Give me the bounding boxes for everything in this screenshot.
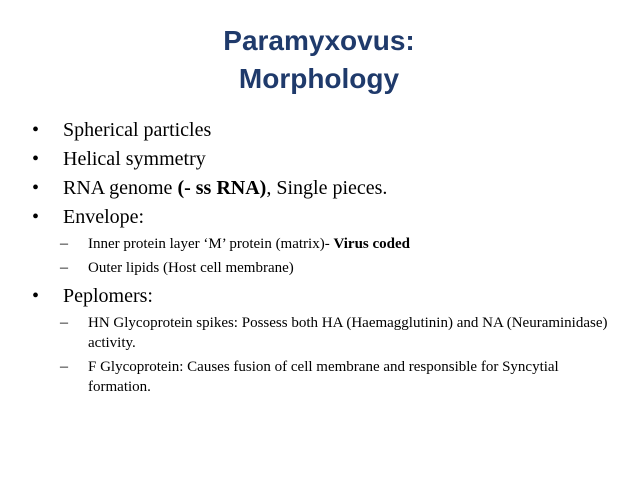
bullet-icon: • [32, 148, 40, 170]
bullet-item [30, 145, 610, 173]
sub-bullet-text: Outer lipids (Host cell membrane) [88, 260, 294, 276]
bullet-icon: • [32, 119, 40, 141]
bullet-text: Peplomers: [63, 285, 153, 307]
bullet-text: Envelope: [63, 206, 145, 228]
bullet-item [30, 116, 610, 144]
title-line-2: Morphology [238, 63, 400, 94]
bullet-item [30, 174, 610, 202]
dash-icon: – [60, 259, 68, 276]
sub-bullet-text: HN Glycoprotein spikes: Possess both HA (Haemagglutinin) and NA (Neuraminidase) activity. [88, 315, 608, 351]
title-line-1: Paramyxovus: [223, 25, 415, 56]
bullet-text-post: , Single pieces. [266, 177, 388, 199]
dash-icon: – [60, 235, 68, 252]
bullet-text: Helical symmetry [63, 148, 206, 170]
peplomers-sub-list [30, 313, 610, 397]
bullet-item [30, 282, 610, 310]
dash-icon: – [60, 314, 68, 331]
slide-title [0, 22, 638, 98]
bullet-text-bold: (- ss RNA) [177, 177, 267, 199]
bullet-item [30, 203, 610, 231]
bullet-list [30, 116, 610, 401]
sub-bullet-text-pre: Inner protein layer ‘M’ protein (matrix)- [88, 236, 334, 252]
sub-bullet-item [30, 234, 610, 254]
sub-bullet-text-bold: Virus coded [333, 236, 410, 252]
dash-icon: – [60, 358, 68, 375]
bullet-text-pre: RNA genome [63, 177, 178, 199]
bullet-icon: • [32, 177, 40, 199]
sub-bullet-item [30, 258, 610, 278]
sub-bullet-text: F Glycoprotein: Causes fusion of cell membrane and responsible for Syncytial formation. [88, 359, 559, 395]
bullet-icon: • [32, 206, 40, 228]
sub-bullet-item [30, 357, 610, 397]
sub-bullet-item [30, 313, 610, 353]
envelope-sub-list [30, 234, 610, 278]
bullet-icon: • [32, 285, 40, 307]
bullet-text: Spherical particles [63, 119, 212, 141]
